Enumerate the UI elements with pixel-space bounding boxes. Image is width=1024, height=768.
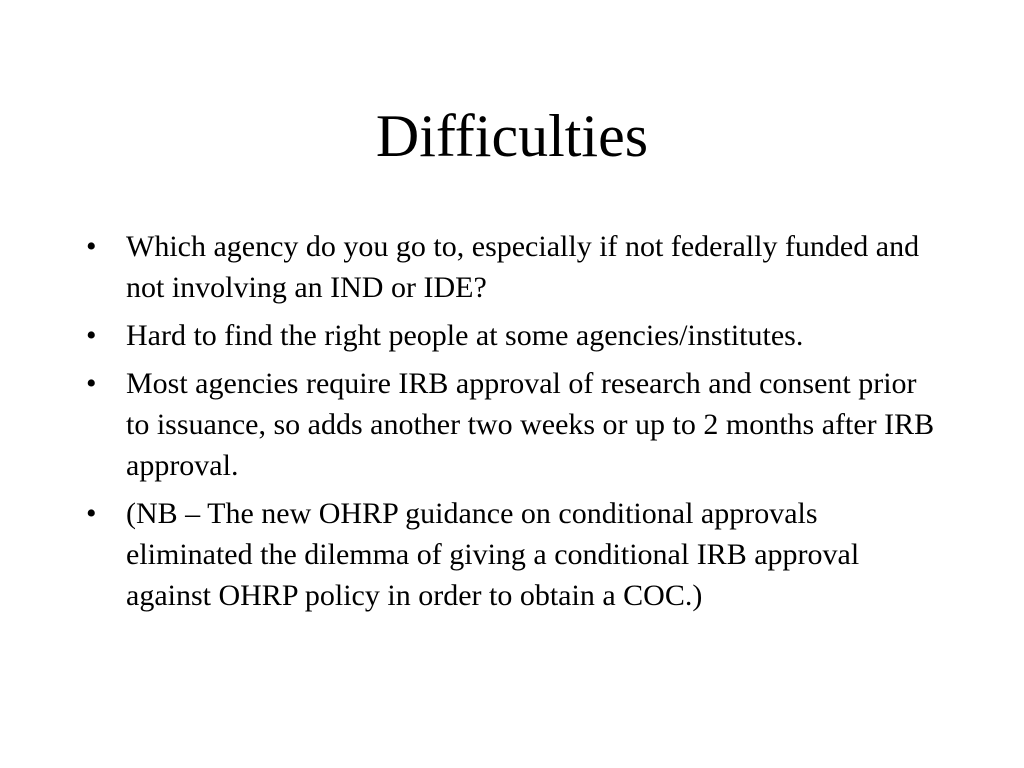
- bullet-item: [86, 315, 946, 356]
- bullet-text: Most agencies require IRB approval of research and consent prior to issuance, so adds another two weeks or up to 2 months after IRB approval.: [126, 367, 935, 482]
- bullet-item: [86, 493, 946, 616]
- bullet-text: (NB – The new OHRP guidance on conditional approvals eliminated the dilemma of giving a conditional IRB approval against OHRP policy in order to obtain a COC.): [126, 497, 860, 612]
- bullet-dot-icon: •: [86, 367, 97, 400]
- bullet-text: Hard to find the right people at some agencies/institutes.: [126, 319, 804, 352]
- bullet-item: [86, 226, 946, 308]
- slide-title: Difficulties: [375, 103, 649, 169]
- bullet-dot-icon: •: [86, 497, 97, 530]
- bullet-dot-icon: •: [86, 230, 97, 263]
- bullet-dot-icon: •: [86, 319, 97, 352]
- bullet-item: [86, 363, 946, 486]
- bullet-list: [86, 226, 946, 623]
- bullet-text: Which agency do you go to, especially if not federally funded and not involving an IND or IDE?: [126, 230, 920, 304]
